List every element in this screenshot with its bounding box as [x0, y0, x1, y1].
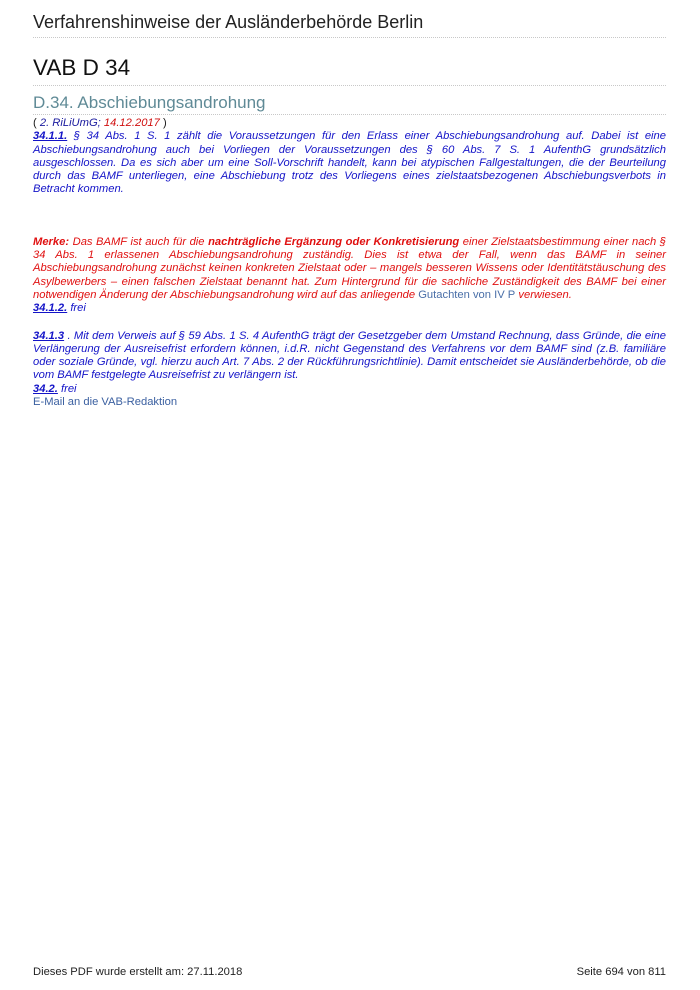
paragraph-34-2: [33, 383, 666, 396]
source-date: 14.12.2017: [103, 117, 160, 129]
pdf-created-date: Dieses PDF wurde erstellt am: 27.11.2018: [33, 966, 243, 978]
source-ref-link[interactable]: 2. RiLiUmG;: [39, 117, 101, 129]
paragraph-text: frei: [57, 382, 77, 395]
document-title: VAB D 34: [33, 55, 666, 86]
source-open: (: [33, 117, 40, 129]
source-reference: [33, 117, 666, 130]
page-number: Seite 694 von 811: [576, 966, 666, 978]
merke-text-1: Das BAMF ist auch für die: [69, 235, 209, 248]
paragraph-34-1-1: [33, 130, 666, 196]
merke-text-2: einer Zielstaatsbestimmung einer nach § 34 Abs. 1 erlassenen Abschiebungsandrohung zuständig. Dies ist etwa der Fall, wenn das BAMF in seiner Abschiebungsandrohung zunächst keinen konkreten Zielstaat oder – mangels besseren Wissens oder Identitätstäuschung des Asylbewerbers – einen falschen Zielstaat benannt hat. Zum Hintergrund für die sachliche Zuständigkeit des BAMF bei einer notwendigen Änderung der Abschiebungsandrohung wird auf das anliegende: [33, 235, 666, 301]
merke-label: Merke:: [33, 235, 70, 248]
gutachten-link[interactable]: Gutachten von IV P: [418, 288, 516, 301]
merke-note: [33, 236, 666, 302]
paragraph-text: . Mit dem Verweis auf § 59 Abs. 1 S. 4 AufenthG trägt der Gesetzgeber dem Umstand Rechnung, dass Gründe, die eine Verlängerung der Ausreisefrist erfordern können, i.d.R. nicht Gegenstand des Verfahrens vor dem BAMF sind (z.B. familiäre oder soziale Gründe, vgl. hierzu auch Art. 7 Abs. 2 der Rückführungsrichtlinie). Damit entscheidet sie Ausländerbehörde, ob die vom BAMF festgelegte Ausreisefrist zu verlängern ist.: [33, 329, 666, 382]
merke-bold-text: nachträgliche Ergänzung oder Konkretisierung: [208, 235, 460, 248]
paragraph-text: § 34 Abs. 1 S. 1 zählt die Voraussetzungen für den Erlass einer Abschiebungsandrohung auf. Dabei ist eine Abschiebungsandrohung auch bei Vorliegen der Voraussetzungen des § 60 Abs. 7 S. 1 AufenthG grundsätzlich ausgeschlossen. Da es sich aber um eine Soll-Vorschrift handelt, kann bei atypischen Fallgestaltungen, die der Beurteilung durch das BAMF unterliegen, eine Abschiebung trotz des Vorliegens eines zielstaatsbezogenen Abschiebungsverbots in Betracht kommen.: [33, 130, 666, 196]
paragraph-text: frei: [67, 302, 86, 315]
paragraph-number-link[interactable]: 34.1.3: [33, 329, 65, 342]
source-close: ): [159, 117, 167, 129]
paragraph-34-1-3: [33, 330, 666, 383]
paragraph-number-link[interactable]: 34.1.2.: [33, 302, 68, 315]
paragraph-34-1-2: [33, 302, 666, 315]
page-footer: [33, 966, 666, 978]
section-heading: D.34. Abschiebungsandrohung: [33, 93, 666, 115]
paragraph-number-link[interactable]: 34.1.1.: [33, 130, 68, 143]
document-body: [33, 117, 666, 409]
paragraph-number-link[interactable]: 34.2.: [33, 382, 58, 395]
site-title: Verfahrenshinweise der Ausländerbehörde Berlin: [33, 12, 666, 38]
merke-text-3: verwiesen.: [515, 288, 572, 301]
email-redaktion-link[interactable]: E-Mail an die VAB-Redaktion: [33, 396, 178, 409]
